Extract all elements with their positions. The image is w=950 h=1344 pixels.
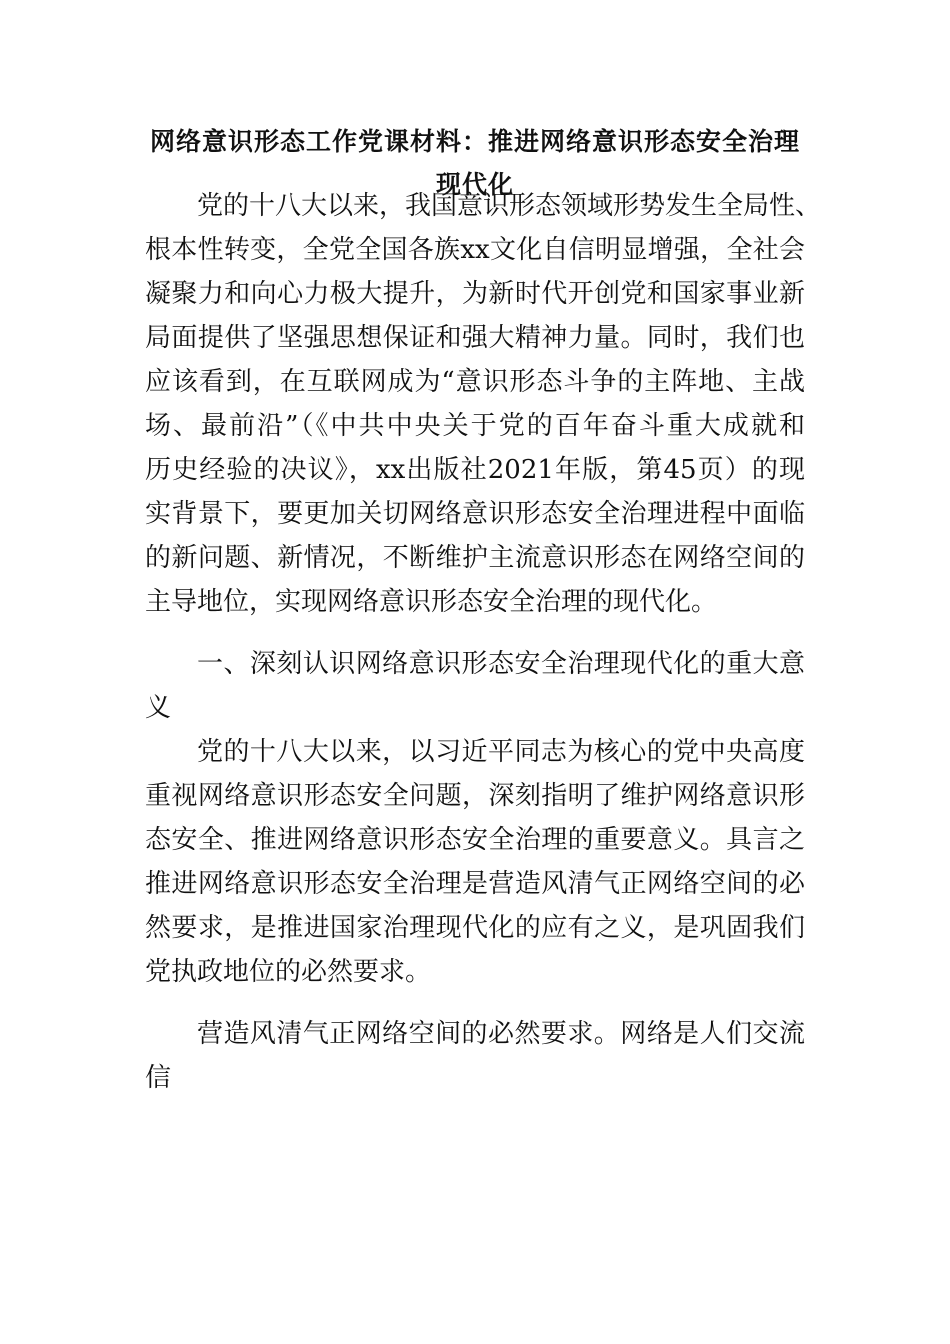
paragraph-3-line-4: 推进网络意识形态安全治理是营造风清气正网络空间的必 [145,869,805,899]
paragraph-1-line-2: 根本性转变，全党全国各族xx文化自信明显增强，全社会 [145,235,805,265]
paragraph-1-line-7: 历史经验的决议》，xx出版社2021年版，第45页）的现 [145,455,805,485]
paragraph-1-line-3: 凝聚力和向心力极大提升，为新时代开创党和国家事业新 [145,279,805,309]
paragraph-1-line-4: 局面提供了坚强思想保证和强大精神力量。同时，我们也 [145,323,805,353]
paragraph-1-line-8: 实背景下，要更加关切网络意识形态安全治理进程中面临 [145,499,805,529]
paragraph-3-line-2: 重视网络意识形态安全问题，深刻指明了维护网络意识形 [145,781,805,811]
document-title-line-1: 网络意识形态工作党课材料：推进网络意识形态安全治理 [149,127,800,156]
paragraph-1-line-6: 场、最前沿”（《中共中央关于党的百年奋斗重大成就和 [145,411,805,441]
paragraph-1-line-10: 主导地位，实现网络意识形态安全治理的现代化。 [145,587,718,617]
paragraph-1-line-5: 应该看到，在互联网成为“意识形态斗争的主阵地、主战 [145,367,805,397]
paragraph-3-line-5: 然要求，是推进国家治理现代化的应有之义，是巩固我们 [145,913,805,943]
document-title-line-2: 现代化 [435,170,514,199]
paragraph-4-line-2: 信 [145,1063,172,1093]
paragraph-3-line-3: 态安全、推进网络意识形态安全治理的重要意义。具言之 [145,825,805,855]
paragraph-1-line-1: 党的十八大以来，我国意识形态领域形势发生全局性、 [197,191,822,221]
section-heading-line-1: 一、深刻认识网络意识形态安全治理现代化的重大意 [197,649,805,679]
paragraph-3-line-6: 党执政地位的必然要求。 [145,957,432,987]
section-heading-line-2: 义 [145,693,172,723]
paragraph-3-line-1: 党的十八大以来，以习近平同志为核心的党中央高度 [197,737,805,767]
paragraph-1-line-9: 的新问题、新情况，不断维护主流意识形态在网络空间的 [145,543,805,573]
paragraph-4-line-1: 营造风清气正网络空间的必然要求。网络是人们交流 [197,1019,805,1049]
